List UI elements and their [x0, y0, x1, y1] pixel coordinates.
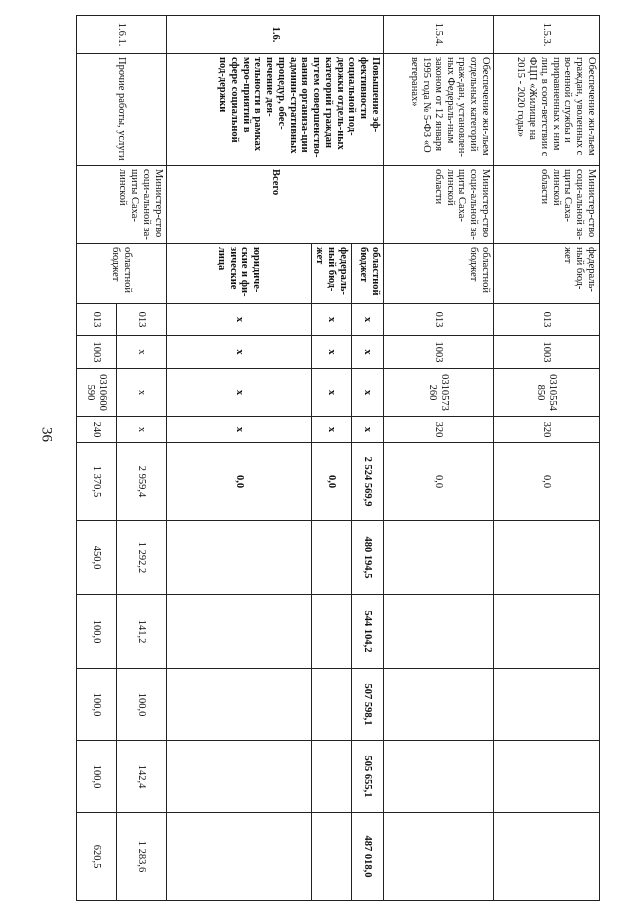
year1-value: 480 194,5: [352, 521, 384, 595]
year2-value: [384, 595, 494, 669]
total-value: 2 524 569,9: [352, 443, 384, 521]
csr-code: 0310573 260: [384, 369, 494, 417]
page-number: 36: [38, 427, 55, 442]
vr-code: 320: [384, 417, 494, 443]
year5-value: [384, 813, 494, 901]
year4-value: [494, 741, 600, 813]
funding-source: областной бюджет: [76, 244, 166, 304]
grbs-code: 013: [494, 304, 600, 336]
grbs-code: 013: [116, 304, 166, 336]
year3-value: [311, 669, 351, 741]
row-number: 1.5.4.: [384, 16, 494, 54]
vr-code: х: [311, 417, 351, 443]
grbs-code: х: [352, 304, 384, 336]
funding-source: федераль-ный бюд-жет: [494, 244, 600, 304]
grbs-code: х: [311, 304, 351, 336]
year1-value: [384, 521, 494, 595]
year1-value: 450,0: [76, 521, 116, 595]
vr-code: 320: [494, 417, 600, 443]
executor: Всего: [166, 166, 383, 244]
total-value: 2 959,4: [116, 443, 166, 521]
total-value: 0,0: [311, 443, 351, 521]
table-row: [494, 16, 600, 901]
year2-value: [494, 595, 600, 669]
year1-value: [166, 521, 311, 595]
table-row: [352, 16, 384, 901]
vr-code: х: [166, 417, 311, 443]
year2-value: 100,0: [76, 595, 116, 669]
rzpr-code: 1003: [384, 336, 494, 369]
year5-value: 620,5: [76, 813, 116, 901]
year5-value: 1 283,6: [116, 813, 166, 901]
year2-value: 544 104,2: [352, 595, 384, 669]
executor: Министер-ство соци-альной за-щиты Саха-линской области: [384, 166, 494, 244]
rzpr-code: х: [116, 336, 166, 369]
year4-value: 142,4: [116, 741, 166, 813]
event-name: Обеспечение жи-льем отдельных категорий граж-дан, установлен-ных Федераль-ным законом от 12 января 1995 года № 5-ФЗ «О ветеранах»: [384, 54, 494, 166]
year3-value: 100,0: [116, 669, 166, 741]
year5-value: [311, 813, 351, 901]
year4-value: [166, 741, 311, 813]
year1-value: [494, 521, 600, 595]
year5-value: [494, 813, 600, 901]
vr-code: 240: [76, 417, 116, 443]
year3-value: [494, 669, 600, 741]
budget-table: [76, 15, 600, 901]
executor: Министер-ство соци-альной за-щиты Саха-линской: [76, 166, 166, 244]
year4-value: [311, 741, 351, 813]
rzpr-code: х: [311, 336, 351, 369]
year4-value: [384, 741, 494, 813]
year5-value: [166, 813, 311, 901]
year3-value: 507 598,1: [352, 669, 384, 741]
total-value: 1 370,5: [76, 443, 116, 521]
year1-value: 1 292,2: [116, 521, 166, 595]
year1-value: [311, 521, 351, 595]
table-row: [384, 16, 494, 901]
funding-source: юридиче-ские и фи-зические лица: [166, 244, 311, 304]
row-number: 1.6.1.: [76, 16, 166, 54]
event-name: Прочие работы, услуги: [76, 54, 166, 166]
year3-value: [384, 669, 494, 741]
grbs-code: 013: [384, 304, 494, 336]
year2-value: [311, 595, 351, 669]
rotated-table-container: [75, 15, 600, 890]
vr-code: х: [352, 417, 384, 443]
rzpr-code: 1003: [494, 336, 600, 369]
vr-code: х: [116, 417, 166, 443]
rzpr-code: х: [352, 336, 384, 369]
total-value: 0,0: [494, 443, 600, 521]
year2-value: [166, 595, 311, 669]
table-row: [116, 16, 166, 901]
year5-value: 487 018,0: [352, 813, 384, 901]
grbs-code: х: [166, 304, 311, 336]
csr-code: х: [116, 369, 166, 417]
year3-value: [166, 669, 311, 741]
row-number: 1.6.: [166, 16, 383, 54]
total-value: 0,0: [384, 443, 494, 521]
rzpr-code: х: [166, 336, 311, 369]
event-name: Повышение эф-фективности социальной под-держки отдель-ных категорий граждан путем совершенство-вания организа-ции админи-стративных процедур, обес-печение дея-тельности в рамках меро-приятий в сфере социальной под-держки: [166, 54, 383, 166]
csr-code: 0310600 590: [76, 369, 116, 417]
year3-value: 100,0: [76, 669, 116, 741]
funding-source: областной бюджет: [352, 244, 384, 304]
csr-code: 0310554 850: [494, 369, 600, 417]
grbs-code: 013: [76, 304, 116, 336]
funding-source: федераль-ный бюд-жет: [311, 244, 351, 304]
csr-code: х: [311, 369, 351, 417]
event-name: Обеспечение жи-льем граждан, уволенных с во-енной службы и приравненных к ним лиц, в соот-ветствии с ФЦП «Жилище на 2015 - 2020 годы»: [494, 54, 600, 166]
funding-source: областной бюджет: [384, 244, 494, 304]
executor: Министер-ство соци-альной за-щиты Саха-линской области: [494, 166, 600, 244]
total-value: 0,0: [166, 443, 311, 521]
rzpr-code: 1003: [76, 336, 116, 369]
csr-code: х: [166, 369, 311, 417]
csr-code: х: [352, 369, 384, 417]
year4-value: 505 655,1: [352, 741, 384, 813]
year4-value: 100,0: [76, 741, 116, 813]
year2-value: 141,2: [116, 595, 166, 669]
row-number: 1.5.3.: [494, 16, 600, 54]
